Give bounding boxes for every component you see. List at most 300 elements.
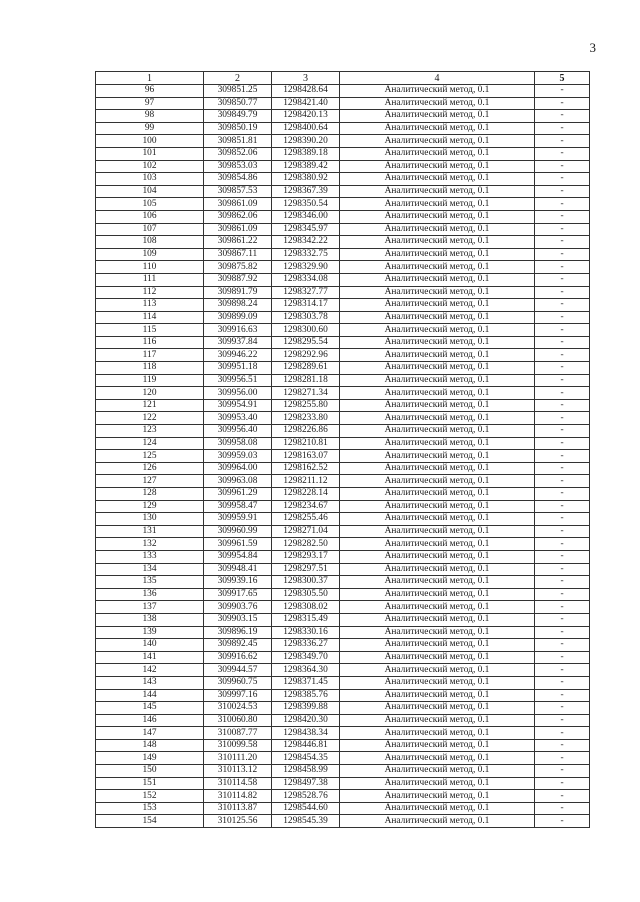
method-cell: Аналитический метод, 0.1 <box>340 185 535 198</box>
table-row <box>96 110 590 123</box>
method-cell: Аналитический метод, 0.1 <box>340 362 535 375</box>
table-row <box>96 387 590 400</box>
point-number-cell: 100 <box>96 135 204 148</box>
table-row <box>96 210 590 223</box>
y-coordinate-cell: 1298327.77 <box>272 286 340 299</box>
y-coordinate-cell: 1298305.50 <box>272 588 340 601</box>
table-row <box>96 135 590 148</box>
point-number-cell: 114 <box>96 311 204 324</box>
method-cell: Аналитический метод, 0.1 <box>340 739 535 752</box>
point-number-cell: 108 <box>96 236 204 249</box>
table-row <box>96 97 590 110</box>
note-cell: - <box>535 714 590 727</box>
note-cell: - <box>535 739 590 752</box>
point-number-cell: 127 <box>96 475 204 488</box>
note-cell: - <box>535 626 590 639</box>
table-row <box>96 362 590 375</box>
method-cell: Аналитический метод, 0.1 <box>340 248 535 261</box>
column-header-4: 4 <box>340 72 535 85</box>
table-row <box>96 752 590 765</box>
x-coordinate-cell: 309853.03 <box>204 160 272 173</box>
y-coordinate-cell: 1298346.00 <box>272 210 340 223</box>
x-coordinate-cell: 309850.77 <box>204 97 272 110</box>
note-cell: - <box>535 97 590 110</box>
y-coordinate-cell: 1298420.13 <box>272 110 340 123</box>
y-coordinate-cell: 1298544.60 <box>272 802 340 815</box>
y-coordinate-cell: 1298380.92 <box>272 173 340 186</box>
x-coordinate-cell: 309961.59 <box>204 538 272 551</box>
point-number-cell: 131 <box>96 525 204 538</box>
note-cell: - <box>535 122 590 135</box>
method-cell: Аналитический метод, 0.1 <box>340 462 535 475</box>
point-number-cell: 132 <box>96 538 204 551</box>
table-row <box>96 311 590 324</box>
x-coordinate-cell: 309959.91 <box>204 513 272 526</box>
x-coordinate-cell: 310111.20 <box>204 752 272 765</box>
note-cell: - <box>535 702 590 715</box>
table-body <box>96 85 590 828</box>
note-cell: - <box>535 299 590 312</box>
note-cell: - <box>535 802 590 815</box>
method-cell: Аналитический метод, 0.1 <box>340 550 535 563</box>
method-cell: Аналитический метод, 0.1 <box>340 387 535 400</box>
y-coordinate-cell: 1298400.64 <box>272 122 340 135</box>
y-coordinate-cell: 1298420.30 <box>272 714 340 727</box>
x-coordinate-cell: 309903.76 <box>204 601 272 614</box>
point-number-cell: 120 <box>96 387 204 400</box>
note-cell: - <box>535 513 590 526</box>
y-coordinate-cell: 1298314.17 <box>272 299 340 312</box>
note-cell: - <box>535 488 590 501</box>
y-coordinate-cell: 1298528.76 <box>272 790 340 803</box>
note-cell: - <box>535 324 590 337</box>
method-cell: Аналитический метод, 0.1 <box>340 160 535 173</box>
point-number-cell: 133 <box>96 550 204 563</box>
point-number-cell: 98 <box>96 110 204 123</box>
table-row <box>96 664 590 677</box>
method-cell: Аналитический метод, 0.1 <box>340 727 535 740</box>
method-cell: Аналитический метод, 0.1 <box>340 651 535 664</box>
x-coordinate-cell: 310099.58 <box>204 739 272 752</box>
table-row <box>96 651 590 664</box>
note-cell: - <box>535 198 590 211</box>
y-coordinate-cell: 1298233.80 <box>272 412 340 425</box>
x-coordinate-cell: 310024.53 <box>204 702 272 715</box>
table-row <box>96 336 590 349</box>
note-cell: - <box>535 777 590 790</box>
y-coordinate-cell: 1298545.39 <box>272 815 340 828</box>
note-cell: - <box>535 85 590 98</box>
y-coordinate-cell: 1298303.78 <box>272 311 340 324</box>
note-cell: - <box>535 248 590 261</box>
point-number-cell: 135 <box>96 576 204 589</box>
method-cell: Аналитический метод, 0.1 <box>340 198 535 211</box>
y-coordinate-cell: 1298211.12 <box>272 475 340 488</box>
note-cell: - <box>535 412 590 425</box>
x-coordinate-cell: 309954.84 <box>204 550 272 563</box>
table-row <box>96 462 590 475</box>
table-row <box>96 450 590 463</box>
table-row <box>96 727 590 740</box>
x-coordinate-cell: 309948.41 <box>204 563 272 576</box>
point-number-cell: 143 <box>96 676 204 689</box>
x-coordinate-cell: 309916.63 <box>204 324 272 337</box>
x-coordinate-cell: 309963.08 <box>204 475 272 488</box>
y-coordinate-cell: 1298458.99 <box>272 765 340 778</box>
method-cell: Аналитический метод, 0.1 <box>340 299 535 312</box>
page-number: 3 <box>589 40 596 55</box>
table-row <box>96 185 590 198</box>
x-coordinate-cell: 309849.79 <box>204 110 272 123</box>
x-coordinate-cell: 309960.75 <box>204 676 272 689</box>
table-row <box>96 790 590 803</box>
point-number-cell: 137 <box>96 601 204 614</box>
note-cell: - <box>535 651 590 664</box>
y-coordinate-cell: 1298289.61 <box>272 362 340 375</box>
point-number-cell: 130 <box>96 513 204 526</box>
table-row <box>96 349 590 362</box>
table-row <box>96 223 590 236</box>
note-cell: - <box>535 273 590 286</box>
method-cell: Аналитический метод, 0.1 <box>340 147 535 160</box>
x-coordinate-cell: 309997.16 <box>204 689 272 702</box>
point-number-cell: 116 <box>96 336 204 349</box>
table-row <box>96 538 590 551</box>
point-number-cell: 126 <box>96 462 204 475</box>
method-cell: Аналитический метод, 0.1 <box>340 286 535 299</box>
x-coordinate-cell: 309937.84 <box>204 336 272 349</box>
point-number-cell: 129 <box>96 500 204 513</box>
point-number-cell: 142 <box>96 664 204 677</box>
y-coordinate-cell: 1298293.17 <box>272 550 340 563</box>
note-cell: - <box>535 160 590 173</box>
point-number-cell: 99 <box>96 122 204 135</box>
y-coordinate-cell: 1298342.22 <box>272 236 340 249</box>
table-row <box>96 147 590 160</box>
method-cell: Аналитический метод, 0.1 <box>340 173 535 186</box>
note-cell: - <box>535 601 590 614</box>
point-number-cell: 103 <box>96 173 204 186</box>
point-number-cell: 101 <box>96 147 204 160</box>
y-coordinate-cell: 1298329.90 <box>272 261 340 274</box>
note-cell: - <box>535 236 590 249</box>
note-cell: - <box>535 689 590 702</box>
x-coordinate-cell: 309898.24 <box>204 299 272 312</box>
note-cell: - <box>535 538 590 551</box>
point-number-cell: 141 <box>96 651 204 664</box>
note-cell: - <box>535 261 590 274</box>
table-row <box>96 399 590 412</box>
table-header-row <box>96 72 590 85</box>
y-coordinate-cell: 1298315.49 <box>272 613 340 626</box>
table-row <box>96 513 590 526</box>
x-coordinate-cell: 309861.09 <box>204 223 272 236</box>
x-coordinate-cell: 309851.81 <box>204 135 272 148</box>
x-coordinate-cell: 309852.06 <box>204 147 272 160</box>
method-cell: Аналитический метод, 0.1 <box>340 223 535 236</box>
note-cell: - <box>535 135 590 148</box>
note-cell: - <box>535 752 590 765</box>
point-number-cell: 113 <box>96 299 204 312</box>
x-coordinate-cell: 310114.82 <box>204 790 272 803</box>
x-coordinate-cell: 309958.47 <box>204 500 272 513</box>
method-cell: Аналитический метод, 0.1 <box>340 261 535 274</box>
y-coordinate-cell: 1298300.60 <box>272 324 340 337</box>
table-row <box>96 475 590 488</box>
table-row <box>96 248 590 261</box>
point-number-cell: 125 <box>96 450 204 463</box>
method-cell: Аналитический метод, 0.1 <box>340 639 535 652</box>
table-row <box>96 676 590 689</box>
table-row <box>96 198 590 211</box>
method-cell: Аналитический метод, 0.1 <box>340 576 535 589</box>
table-row <box>96 563 590 576</box>
point-number-cell: 136 <box>96 588 204 601</box>
column-header-1: 1 <box>96 72 204 85</box>
note-cell: - <box>535 639 590 652</box>
method-cell: Аналитический метод, 0.1 <box>340 802 535 815</box>
note-cell: - <box>535 110 590 123</box>
table-row <box>96 765 590 778</box>
y-coordinate-cell: 1298271.04 <box>272 525 340 538</box>
table-row <box>96 739 590 752</box>
y-coordinate-cell: 1298255.46 <box>272 513 340 526</box>
method-cell: Аналитический метод, 0.1 <box>340 601 535 614</box>
x-coordinate-cell: 309951.18 <box>204 362 272 375</box>
y-coordinate-cell: 1298330.16 <box>272 626 340 639</box>
x-coordinate-cell: 309862.06 <box>204 210 272 223</box>
x-coordinate-cell: 309916.62 <box>204 651 272 664</box>
method-cell: Аналитический метод, 0.1 <box>340 525 535 538</box>
x-coordinate-cell: 309875.82 <box>204 261 272 274</box>
x-coordinate-cell: 309850.19 <box>204 122 272 135</box>
x-coordinate-cell: 309891.79 <box>204 286 272 299</box>
point-number-cell: 128 <box>96 488 204 501</box>
y-coordinate-cell: 1298345.97 <box>272 223 340 236</box>
table-row <box>96 626 590 639</box>
x-coordinate-cell: 309903.15 <box>204 613 272 626</box>
table-row <box>96 437 590 450</box>
y-coordinate-cell: 1298228.14 <box>272 488 340 501</box>
x-coordinate-cell: 310060.80 <box>204 714 272 727</box>
table-row <box>96 160 590 173</box>
method-cell: Аналитический метод, 0.1 <box>340 97 535 110</box>
y-coordinate-cell: 1298292.96 <box>272 349 340 362</box>
method-cell: Аналитический метод, 0.1 <box>340 425 535 438</box>
point-number-cell: 124 <box>96 437 204 450</box>
y-coordinate-cell: 1298334.08 <box>272 273 340 286</box>
table-row <box>96 588 590 601</box>
x-coordinate-cell: 309854.86 <box>204 173 272 186</box>
point-number-cell: 102 <box>96 160 204 173</box>
note-cell: - <box>535 437 590 450</box>
method-cell: Аналитический метод, 0.1 <box>340 815 535 828</box>
x-coordinate-cell: 309857.53 <box>204 185 272 198</box>
point-number-cell: 144 <box>96 689 204 702</box>
x-coordinate-cell: 309953.40 <box>204 412 272 425</box>
method-cell: Аналитический метод, 0.1 <box>340 513 535 526</box>
x-coordinate-cell: 309892.45 <box>204 639 272 652</box>
x-coordinate-cell: 309946.22 <box>204 349 272 362</box>
x-coordinate-cell: 310113.87 <box>204 802 272 815</box>
coordinates-table <box>95 71 590 828</box>
x-coordinate-cell: 309964.00 <box>204 462 272 475</box>
method-cell: Аналитический метод, 0.1 <box>340 349 535 362</box>
y-coordinate-cell: 1298389.42 <box>272 160 340 173</box>
y-coordinate-cell: 1298210.81 <box>272 437 340 450</box>
y-coordinate-cell: 1298497.38 <box>272 777 340 790</box>
point-number-cell: 123 <box>96 425 204 438</box>
y-coordinate-cell: 1298336.27 <box>272 639 340 652</box>
method-cell: Аналитический метод, 0.1 <box>340 664 535 677</box>
method-cell: Аналитический метод, 0.1 <box>340 236 535 249</box>
y-coordinate-cell: 1298385.76 <box>272 689 340 702</box>
point-number-cell: 107 <box>96 223 204 236</box>
method-cell: Аналитический метод, 0.1 <box>340 500 535 513</box>
point-number-cell: 140 <box>96 639 204 652</box>
method-cell: Аналитический метод, 0.1 <box>340 689 535 702</box>
x-coordinate-cell: 309960.99 <box>204 525 272 538</box>
method-cell: Аналитический метод, 0.1 <box>340 563 535 576</box>
note-cell: - <box>535 399 590 412</box>
y-coordinate-cell: 1298349.70 <box>272 651 340 664</box>
note-cell: - <box>535 790 590 803</box>
method-cell: Аналитический метод, 0.1 <box>340 765 535 778</box>
x-coordinate-cell: 309917.65 <box>204 588 272 601</box>
table-row <box>96 122 590 135</box>
method-cell: Аналитический метод, 0.1 <box>340 752 535 765</box>
table-row <box>96 324 590 337</box>
y-coordinate-cell: 1298332.75 <box>272 248 340 261</box>
point-number-cell: 153 <box>96 802 204 815</box>
table-row <box>96 261 590 274</box>
column-header-3: 3 <box>272 72 340 85</box>
table-row <box>96 714 590 727</box>
table-row <box>96 613 590 626</box>
x-coordinate-cell: 309867.11 <box>204 248 272 261</box>
point-number-cell: 111 <box>96 273 204 286</box>
column-header-2: 2 <box>204 72 272 85</box>
point-number-cell: 145 <box>96 702 204 715</box>
note-cell: - <box>535 576 590 589</box>
table-row <box>96 702 590 715</box>
table-row <box>96 525 590 538</box>
point-number-cell: 149 <box>96 752 204 765</box>
note-cell: - <box>535 173 590 186</box>
table-row <box>96 173 590 186</box>
x-coordinate-cell: 309851.25 <box>204 85 272 98</box>
y-coordinate-cell: 1298234.67 <box>272 500 340 513</box>
method-cell: Аналитический метод, 0.1 <box>340 273 535 286</box>
point-number-cell: 150 <box>96 765 204 778</box>
table-row <box>96 689 590 702</box>
note-cell: - <box>535 563 590 576</box>
table-row <box>96 299 590 312</box>
x-coordinate-cell: 309956.00 <box>204 387 272 400</box>
table-row <box>96 777 590 790</box>
x-coordinate-cell: 310113.12 <box>204 765 272 778</box>
point-number-cell: 96 <box>96 85 204 98</box>
note-cell: - <box>535 613 590 626</box>
column-header-5: 5 <box>535 72 590 85</box>
method-cell: Аналитический метод, 0.1 <box>340 311 535 324</box>
point-number-cell: 139 <box>96 626 204 639</box>
table-row <box>96 412 590 425</box>
x-coordinate-cell: 309887.92 <box>204 273 272 286</box>
method-cell: Аналитический метод, 0.1 <box>340 437 535 450</box>
x-coordinate-cell: 309958.08 <box>204 437 272 450</box>
x-coordinate-cell: 309939.16 <box>204 576 272 589</box>
note-cell: - <box>535 349 590 362</box>
point-number-cell: 152 <box>96 790 204 803</box>
x-coordinate-cell: 309861.09 <box>204 198 272 211</box>
method-cell: Аналитический метод, 0.1 <box>340 676 535 689</box>
method-cell: Аналитический метод, 0.1 <box>340 777 535 790</box>
note-cell: - <box>535 387 590 400</box>
y-coordinate-cell: 1298454.35 <box>272 752 340 765</box>
method-cell: Аналитический метод, 0.1 <box>340 110 535 123</box>
table-row <box>96 374 590 387</box>
y-coordinate-cell: 1298367.39 <box>272 185 340 198</box>
point-number-cell: 121 <box>96 399 204 412</box>
point-number-cell: 148 <box>96 739 204 752</box>
x-coordinate-cell: 309861.22 <box>204 236 272 249</box>
note-cell: - <box>535 185 590 198</box>
note-cell: - <box>535 676 590 689</box>
table-row <box>96 85 590 98</box>
note-cell: - <box>535 664 590 677</box>
note-cell: - <box>535 500 590 513</box>
table-row <box>96 236 590 249</box>
y-coordinate-cell: 1298399.88 <box>272 702 340 715</box>
point-number-cell: 151 <box>96 777 204 790</box>
y-coordinate-cell: 1298438.34 <box>272 727 340 740</box>
note-cell: - <box>535 550 590 563</box>
y-coordinate-cell: 1298295.54 <box>272 336 340 349</box>
method-cell: Аналитический метод, 0.1 <box>340 790 535 803</box>
point-number-cell: 122 <box>96 412 204 425</box>
point-number-cell: 106 <box>96 210 204 223</box>
note-cell: - <box>535 425 590 438</box>
method-cell: Аналитический метод, 0.1 <box>340 412 535 425</box>
note-cell: - <box>535 336 590 349</box>
y-coordinate-cell: 1298390.20 <box>272 135 340 148</box>
x-coordinate-cell: 310087.77 <box>204 727 272 740</box>
note-cell: - <box>535 588 590 601</box>
y-coordinate-cell: 1298350.54 <box>272 198 340 211</box>
method-cell: Аналитический метод, 0.1 <box>340 488 535 501</box>
method-cell: Аналитический метод, 0.1 <box>340 135 535 148</box>
method-cell: Аналитический метод, 0.1 <box>340 450 535 463</box>
x-coordinate-cell: 309956.51 <box>204 374 272 387</box>
table-row <box>96 273 590 286</box>
note-cell: - <box>535 223 590 236</box>
x-coordinate-cell: 309944.57 <box>204 664 272 677</box>
method-cell: Аналитический метод, 0.1 <box>340 210 535 223</box>
method-cell: Аналитический метод, 0.1 <box>340 714 535 727</box>
method-cell: Аналитический метод, 0.1 <box>340 374 535 387</box>
y-coordinate-cell: 1298428.64 <box>272 85 340 98</box>
method-cell: Аналитический метод, 0.1 <box>340 122 535 135</box>
point-number-cell: 105 <box>96 198 204 211</box>
method-cell: Аналитический метод, 0.1 <box>340 324 535 337</box>
point-number-cell: 118 <box>96 362 204 375</box>
point-number-cell: 146 <box>96 714 204 727</box>
method-cell: Аналитический метод, 0.1 <box>340 399 535 412</box>
y-coordinate-cell: 1298371.45 <box>272 676 340 689</box>
table-row <box>96 286 590 299</box>
y-coordinate-cell: 1298282.50 <box>272 538 340 551</box>
